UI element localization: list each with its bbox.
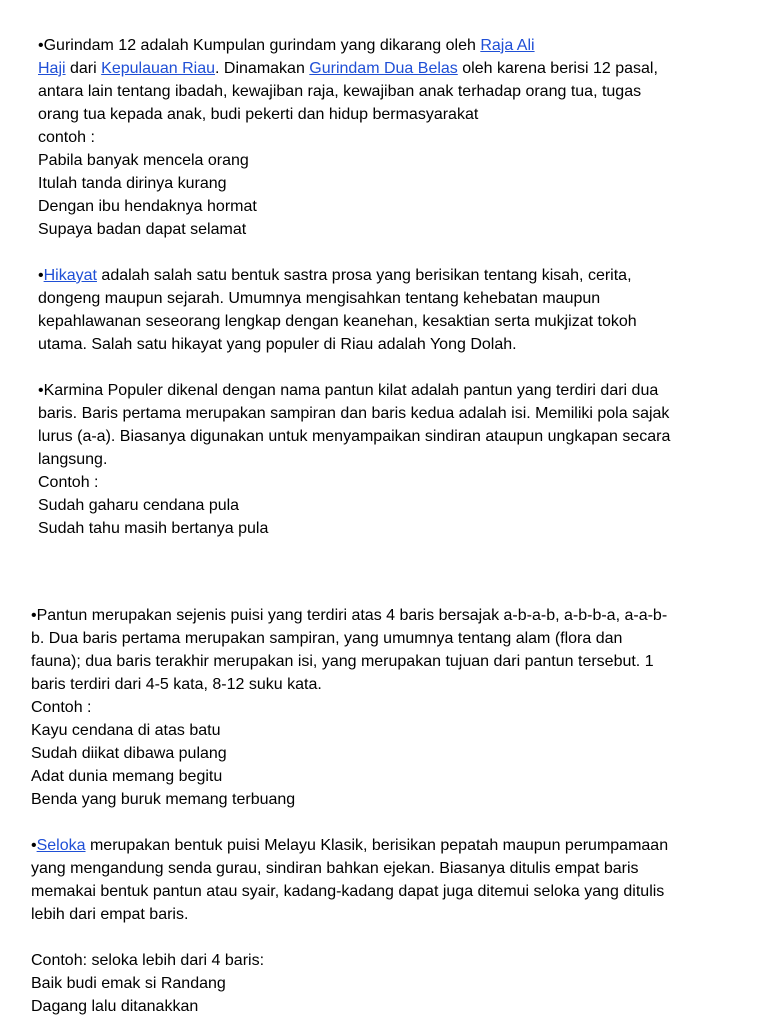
karmina-line-5: Contoh : — [38, 474, 99, 491]
pantun-line-2: b. Dua baris pertama merupakan sampiran, yang umumnya tentang alam (flora dan — [31, 630, 623, 647]
pantun-line-5: Contoh : — [31, 699, 92, 716]
gurindam-line-4: orang tua kepada anak, budi pekerti dan hidup bermasyarakat — [38, 106, 479, 123]
gurindam-text: . Dinamakan — [215, 60, 310, 77]
karmina-line-6: Sudah gaharu cendana pula — [38, 497, 240, 514]
seloka-line-1 — [31, 834, 668, 857]
pantun-section — [31, 604, 667, 811]
gurindam-line-3: antara lain tentang ibadah, kewajiban raja, kewajiban anak terhadap orang tua, tugas — [38, 83, 642, 100]
gurindam-line-9: Supaya badan dapat selamat — [38, 221, 247, 238]
link-raja-ali[interactable]: Raja Ali — [480, 37, 535, 54]
karmina-line-4: langsung. — [38, 451, 108, 468]
link-hikayat[interactable]: Hikayat — [43, 267, 97, 284]
pantun-line-8: Adat dunia memang begitu — [31, 768, 223, 785]
gurindam-line-5: contoh : — [38, 129, 95, 146]
link-gurindam-dua-belas[interactable]: Gurindam Dua Belas — [309, 60, 458, 77]
seloka-line-5: Contoh: seloka lebih dari 4 baris: — [31, 952, 265, 969]
hikayat-line-3: kepahlawanan seseorang lengkap dengan keanehan, kesaktian serta mukjizat tokoh — [38, 313, 637, 330]
pantun-line-1: •Pantun merupakan sejenis puisi yang terdiri atas 4 baris bersajak a-b-a-b, a-b-b-a, a-a-b- — [31, 607, 668, 624]
karmina-line-7: Sudah tahu masih bertanya pula — [38, 520, 269, 537]
karmina-line-1: •Karmina Populer dikenal dengan nama pantun kilat adalah pantun yang terdiri dari dua — [38, 382, 659, 399]
gurindam-line-8: Dengan ibu hendaknya hormat — [38, 198, 257, 215]
seloka-line-2: yang mengandung senda gurau, sindiran bahkan ejekan. Biasanya ditulis empat baris — [31, 860, 639, 877]
hikayat-bullet: • — [38, 267, 44, 284]
pantun-line-9: Benda yang buruk memang terbuang — [31, 791, 296, 808]
link-haji[interactable]: Haji — [38, 60, 66, 77]
gurindam-line-1 — [38, 34, 658, 57]
hikayat-section — [38, 264, 637, 356]
hikayat-text: adalah salah satu bentuk sastra prosa yang berisikan tentang kisah, cerita, — [96, 267, 632, 284]
gurindam-text: •Gurindam 12 adalah Kumpulan gurindam yang dikarang oleh — [38, 37, 481, 54]
link-seloka[interactable]: Seloka — [36, 837, 86, 854]
pantun-line-7: Sudah diikat dibawa pulang — [31, 745, 227, 762]
pantun-line-3: fauna); dua baris terakhir merupakan isi, yang merupakan tujuan dari pantun tersebut. 1 — [31, 653, 654, 670]
seloka-bullet: • — [31, 837, 37, 854]
gurindam-line-7: Itulah tanda dirinya kurang — [38, 175, 227, 192]
link-kepulauan-riau[interactable]: Kepulauan Riau — [101, 60, 216, 77]
seloka-text: merupakan bentuk puisi Melayu Klasik, berisikan pepatah maupun perumpamaan — [85, 837, 669, 854]
seloka-line-6: Baik budi emak si Randang — [31, 975, 226, 992]
pantun-line-6: Kayu cendana di atas batu — [31, 722, 221, 739]
seloka-line-7: Dagang lalu ditanakkan — [31, 998, 199, 1015]
seloka-section — [31, 834, 668, 1018]
hikayat-line-1 — [38, 264, 637, 287]
hikayat-line-2: dongeng maupun sejarah. Umumnya mengisahkan tentang kehebatan maupun — [38, 290, 601, 307]
seloka-line-4: lebih dari empat baris. — [31, 906, 189, 923]
karmina-line-3: lurus (a-a). Biasanya digunakan untuk menyampaikan sindiran ataupun ungkapan secara — [38, 428, 671, 445]
paragraph-gap — [31, 926, 668, 949]
gurindam-line-2 — [38, 57, 658, 80]
karmina-section — [38, 379, 670, 540]
gurindam-text: oleh karena berisi 12 pasal, — [457, 60, 658, 77]
hikayat-line-4: utama. Salah satu hikayat yang populer di Riau adalah Yong Dolah. — [38, 336, 517, 353]
gurindam-section — [38, 34, 658, 241]
karmina-line-2: baris. Baris pertama merupakan sampiran dan baris kedua adalah isi. Memiliki pola sajak — [38, 405, 670, 422]
gurindam-text: dari — [65, 60, 102, 77]
pantun-line-4: baris terdiri dari 4-5 kata, 8-12 suku kata. — [31, 676, 322, 693]
gurindam-line-6: Pabila banyak mencela orang — [38, 152, 249, 169]
seloka-line-3: memakai bentuk pantun atau syair, kadang-kadang dapat juga ditemui seloka yang ditulis — [31, 883, 665, 900]
